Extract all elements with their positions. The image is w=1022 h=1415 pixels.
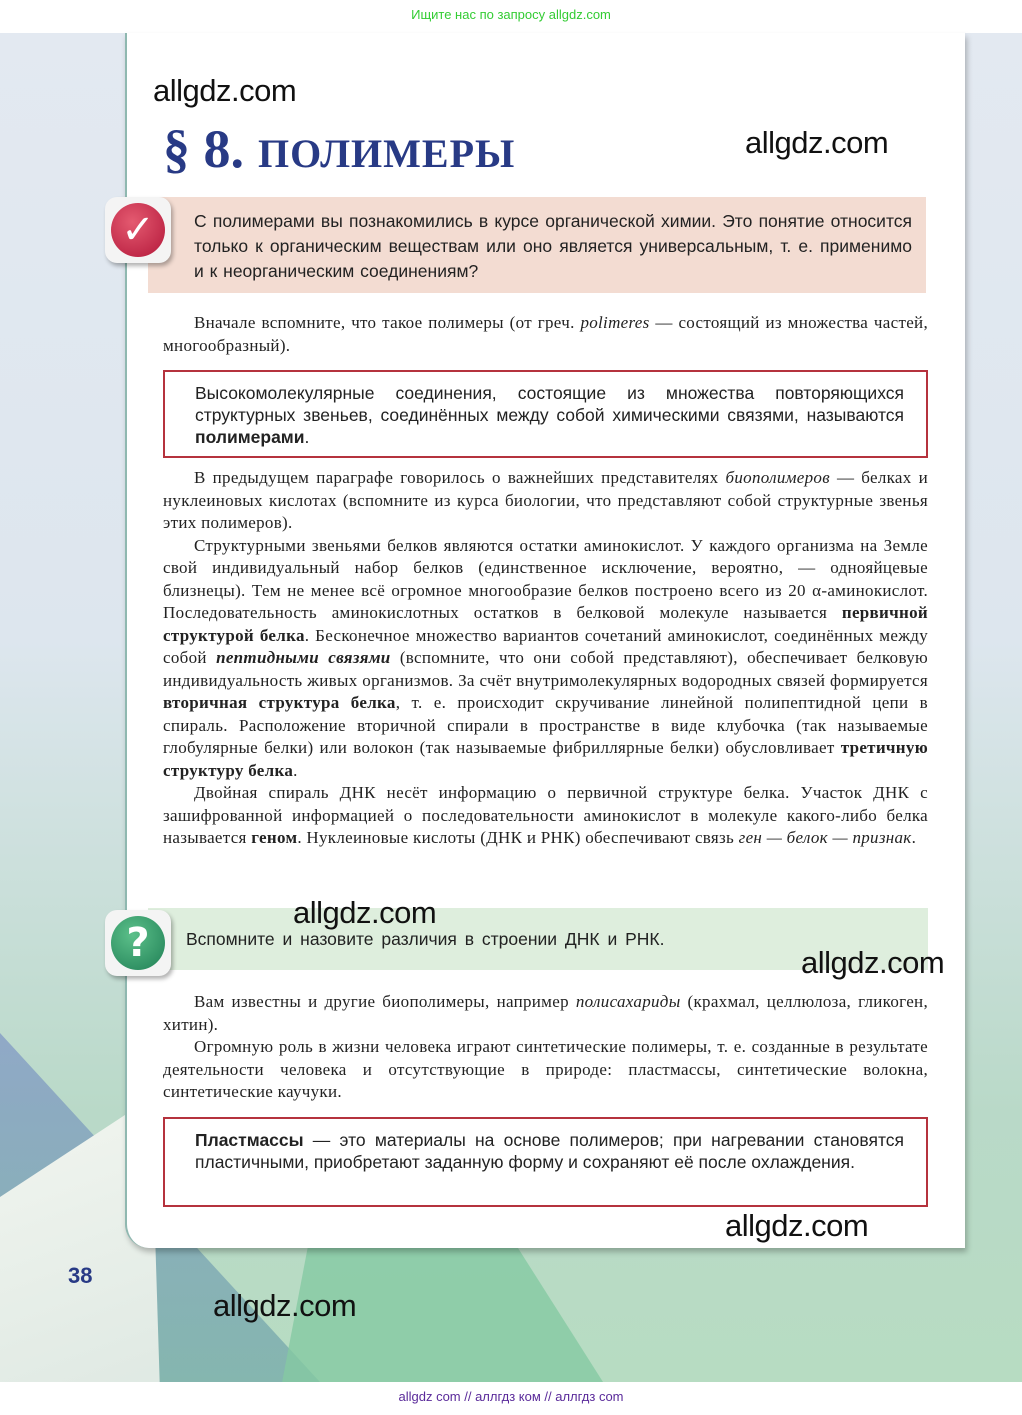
watermark: allgdz.com: [293, 895, 437, 930]
watermark: allgdz.com: [213, 1288, 357, 1323]
watermark: allgdz.com: [801, 945, 945, 980]
text-run: — это материалы на основе полимеров; при нагревании становятся пластичными, приобретают заданную форму и сохраняют её после охлаждения.: [195, 1130, 904, 1172]
question-icon: ?: [105, 910, 171, 976]
watermark: allgdz.com: [153, 73, 297, 108]
emphasized-term: первичной структурой белка: [163, 603, 928, 645]
emphasized-term: вторичная структура белка: [163, 693, 396, 712]
paragraph-intro: [163, 312, 928, 357]
intro-question-box: [148, 197, 926, 293]
text-run: .: [293, 760, 298, 780]
text-biopolymers: [163, 991, 928, 1104]
emphasized-term: полисахариды: [575, 992, 681, 1011]
emphasized-term: polimeres: [580, 313, 650, 332]
text-run: .: [911, 828, 917, 847]
text-run: (крахмал, целлюлоза, гликоген, хитин).: [163, 992, 929, 1034]
text-run: (вспомните, что они собой представляют), обеспечивает белковую индивидуальность живых организмов. За счёт внутримолекулярных водородных связей формируется: [163, 648, 928, 690]
intro-question: С полимерами вы познакомились в курсе органической химии. Это понятие относится только к органическим веществам или оно является универсальным, т. е. применимо и к неорганическим соединениям?: [194, 211, 912, 281]
text-run: Высокомолекулярные соединения, состоящие из множества повторяющихся структурных звеньев, соединённых между собой химическими связями, называются: [195, 383, 904, 425]
watermark: allgdz.com: [745, 125, 889, 160]
text-run: Вам известны и другие биополимеры, например: [194, 992, 576, 1011]
text-run: . Нуклеиновые кислоты (ДНК и РНК) обеспечивают связь: [297, 828, 739, 847]
text-run: . Бесконечное множество вариантов сочетаний аминокислот, соединённых между собой: [163, 625, 929, 667]
top-banner[interactable]: Ищите нас по запросу allgdz.com: [0, 0, 1022, 33]
text-run: Структурными звеньями белков являются остатки аминокислот. У каждого организма на Земле свой индивидуальный набор белков (единственное исключение, вероятно, — однояйцевые близнецы). Тем не менее всё огромное многообразие белков построено всего из 20 α-аминокислот. Последовательность аминокислотных остатков в белковой молекуле называется: [163, 535, 928, 622]
text-run: В предыдущем параграфе говорилось о важнейших представителях: [194, 468, 726, 487]
emphasized-term: геном: [251, 828, 298, 847]
main-text: [163, 467, 928, 850]
watermark: allgdz.com: [725, 1208, 869, 1243]
emphasized-term: Пластмассы: [195, 1130, 304, 1150]
text-run: Огромную роль в жизни человека играют синтетические полимеры, т. е. созданные в результате деятельности человека и отсутствующие в природе: пластмассы, синтетические волокна, синтетические каучуки.: [163, 1037, 928, 1101]
definition-plastics: [163, 1117, 928, 1207]
text-run: .: [304, 427, 310, 447]
definition-polymers: [163, 370, 928, 458]
text-run: — состоящий из множества частей, многообразный).: [163, 313, 928, 355]
emphasized-term: ген — белок — признак: [738, 828, 912, 847]
text-run: , т. е. происходит скручивание линейной полипептидной цепи в спираль. Расположение вторичной спирали в пространстве в виде клубочка (так называемые глобулярные белки) или волокон (так называемые фибриллярные белки) обусловливает: [163, 693, 928, 757]
section-number: § 8.: [163, 119, 244, 179]
emphasized-term: полимерами: [195, 427, 305, 447]
question-text: Вспомните и назовите различия в строении ДНК и РНК.: [186, 929, 665, 949]
page-title: [163, 118, 515, 180]
emphasized-term: пептидными связями: [216, 648, 391, 667]
bottom-banner[interactable]: allgdz com // аллгдз ком // аллгдз com: [0, 1382, 1022, 1415]
page-number: 38: [68, 1263, 93, 1288]
text-run: Двойная спираль ДНК несёт информацию о первичной структуре белка. Участок ДНК с зашифрованной информацией о последовательности аминокислот в молекуле какого-либо белка называется: [163, 783, 928, 847]
check-icon: ✓: [105, 197, 171, 263]
text-run: — белках и нуклеиновых кислотах (вспомните из курса биологии, что представляют собой структурные звенья этих полимеров).: [163, 468, 928, 532]
emphasized-term: третичную структуру белка: [163, 738, 928, 780]
text-run: Вначале вспомните, что такое полимеры (от греч.: [194, 313, 581, 332]
section-title: ПОЛИМЕРЫ: [258, 131, 516, 176]
emphasized-term: биополимеров: [725, 468, 830, 487]
